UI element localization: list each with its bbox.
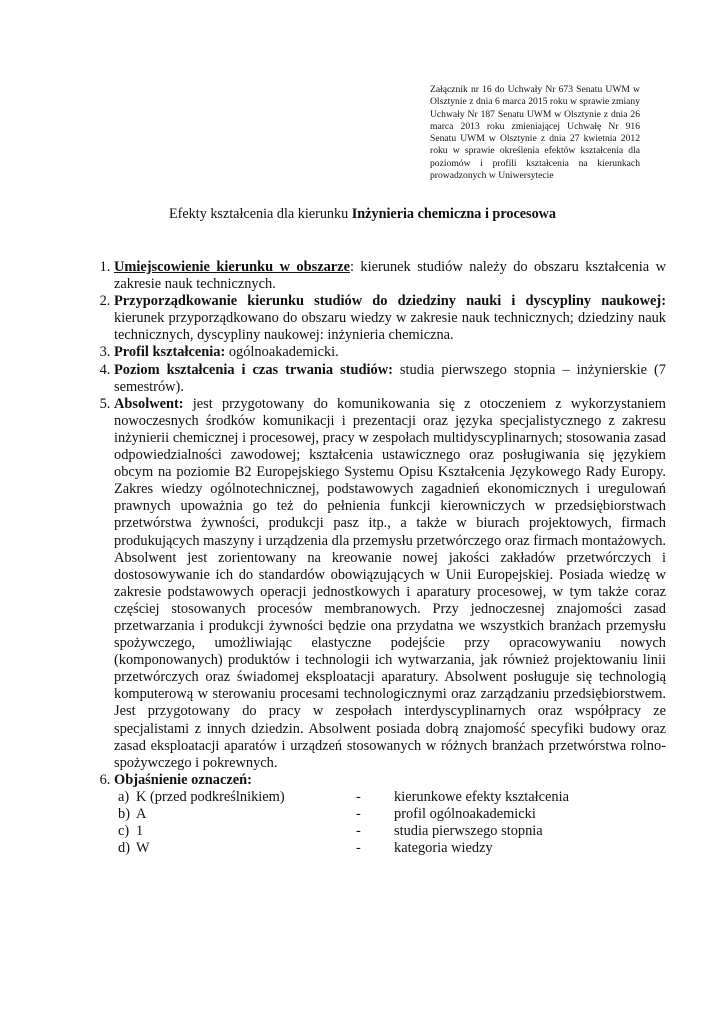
section-text: jest przygotowany do komunikowania się z otoczeniem z wykorzystaniem nowoczesnych środków komunikacji i prezentacji oraz języka specjalistycznego z zakresu inżynierii chemicznej i procesowej, pracy w zespołach multidyscyplinarnych; stosowania zasad odpowiedzialności zawodowej; kształcenia ustawicznego oraz posługiwania się językiem obcym na poziomie B2 Europejskiego Systemu Opisu Kształcenia Językowego Rady Europy. Zakres wiedzy ogólnotechnicznej, podstawowych zagadnień ekonomicznych i uregulowań prawnych upoważnia go też do pełnienia funkcji kierowniczych w przedsiębiorstwach przetwórstwa żywności, produkcji pasz itp., a także w biurach projektowych, firmach produkujących maszyny i urządzenia dla przemysłu przetwórczego oraz firmach montażowych. Absolwent jest zorientowany na kreowanie nowej jakości zakładów przetwórczych i dostosowywanie ich do standardów obowiązujących w Unii Europejskiej. Posiada wiedzę w zakresie podstawowych operacji jednostkowych i aparatury procesowej, w tym także coraz częściej stosowanych procesów membranowych. Przy jednoczesnej znajomości zasad przetwarzania i produkcji żywności będzie ona przydatna we wszystkich branżach przemysłu spożywczego, umożliwiając elastyczne podejście przy opracowywaniu nowych (komponowanych) produktów i technologii ich wytwarzania, jak również projektowaniu linii przetwórczych oraz świadomej eksploatacji aparatury. Absolwent posługuje się technologią komputerową w sterowaniu procesami technologicznymi oraz zarządzaniu przedsiębiorstwem. Jest przygotowany do pracy w zespołach interdyscyplinarnych oraz współpracy ze specjalistami z innych dziedzin. Absolwent posiada dobrą znajomość specyfiki budowy oraz zasad eksploatacji aparatów i urządzeń stosowanych w różnych branżach przetwórstwa rolno-spożywczego i pokrewnych. <box>114 395 666 771</box>
section-heading: Umiejscowienie kierunku w obszarze <box>114 259 350 275</box>
section-heading: Absolwent: <box>114 395 184 412</box>
legend-symbol: 1 <box>136 823 144 840</box>
section-text: : kierunek studiów należy do obszaru kształcenia w zakresie nauk technicznych. <box>114 259 666 293</box>
legend-meaning: profil ogólnoakademicki <box>394 806 536 822</box>
section-heading: Przyporządkowanie kierunku studiów do dziedziny nauki i dyscypliny naukowej: <box>114 293 666 310</box>
legend-meaning: kierunkowe efekty kształcenia <box>394 788 570 805</box>
legend-letter: d) <box>118 840 130 857</box>
legend-meaning: kategoria wiedzy <box>394 840 493 857</box>
legend-symbol: W <box>136 840 150 857</box>
program-name: Inżynieria chemiczna i procesowa <box>351 206 557 222</box>
legend-dash: - <box>356 788 361 805</box>
legend-letter: b) <box>118 806 130 822</box>
legend-symbol: A <box>136 806 147 822</box>
legend-letter: c) <box>118 823 130 840</box>
legend-item <box>118 806 666 823</box>
legend-letter: a) <box>118 788 130 805</box>
title-prefix: Efekty kształcenia dla kierunku <box>168 206 352 222</box>
section-location <box>114 259 666 293</box>
section-heading: Profil kształcenia: <box>114 344 226 361</box>
legend-symbol: K (przed podkreślnikiem) <box>136 788 285 805</box>
section-text: studia pierwszego stopnia – inżynierskie (7 semestrów). <box>114 361 666 395</box>
section-heading: Poziom kształcenia i czas trwania studiów: <box>114 361 393 378</box>
section-profile <box>114 344 666 361</box>
legend-meaning: studia pierwszego stopnia <box>394 823 543 840</box>
section-level <box>114 362 666 396</box>
section-graduate <box>114 396 666 772</box>
legend-dash: - <box>356 840 361 857</box>
annex-note: Załącznik nr 16 do Uchwały Nr 673 Senatu UWM w Olsztynie z dnia 6 marca 2015 roku w sprawie zmiany Uchwały Nr 187 Senatu UWM w Olsztynie z dnia 26 marca 2013 roku zmieniającej Uchwałę Nr 916 Senatu UWM w Olsztynie z dnia 27 kwietnia 2012 roku w sprawie określenia efektów kształcenia dla poziomów i profili kształcenia na kierunkach prowadzonych w Uniwersytecie <box>430 84 640 182</box>
legend-dash: - <box>356 823 361 840</box>
legend-dash: - <box>356 806 361 822</box>
sections-list <box>88 259 666 857</box>
section-legend <box>114 772 666 857</box>
document-title <box>0 205 725 223</box>
legend-item <box>118 840 666 857</box>
legend-item <box>118 823 666 840</box>
section-text: kierunek przyporządkowano do obszaru wiedzy w zakresie nauk technicznych; dziedziny nauk technicznych, dyscypliny naukowej: inżynieria chemiczna. <box>114 310 666 344</box>
section-assignment <box>114 293 666 344</box>
section-text: ogólnoakademicki. <box>225 344 339 361</box>
section-heading: Objaśnienie oznaczeń: <box>114 771 252 788</box>
legend-list <box>114 789 666 857</box>
legend-item <box>118 789 666 806</box>
